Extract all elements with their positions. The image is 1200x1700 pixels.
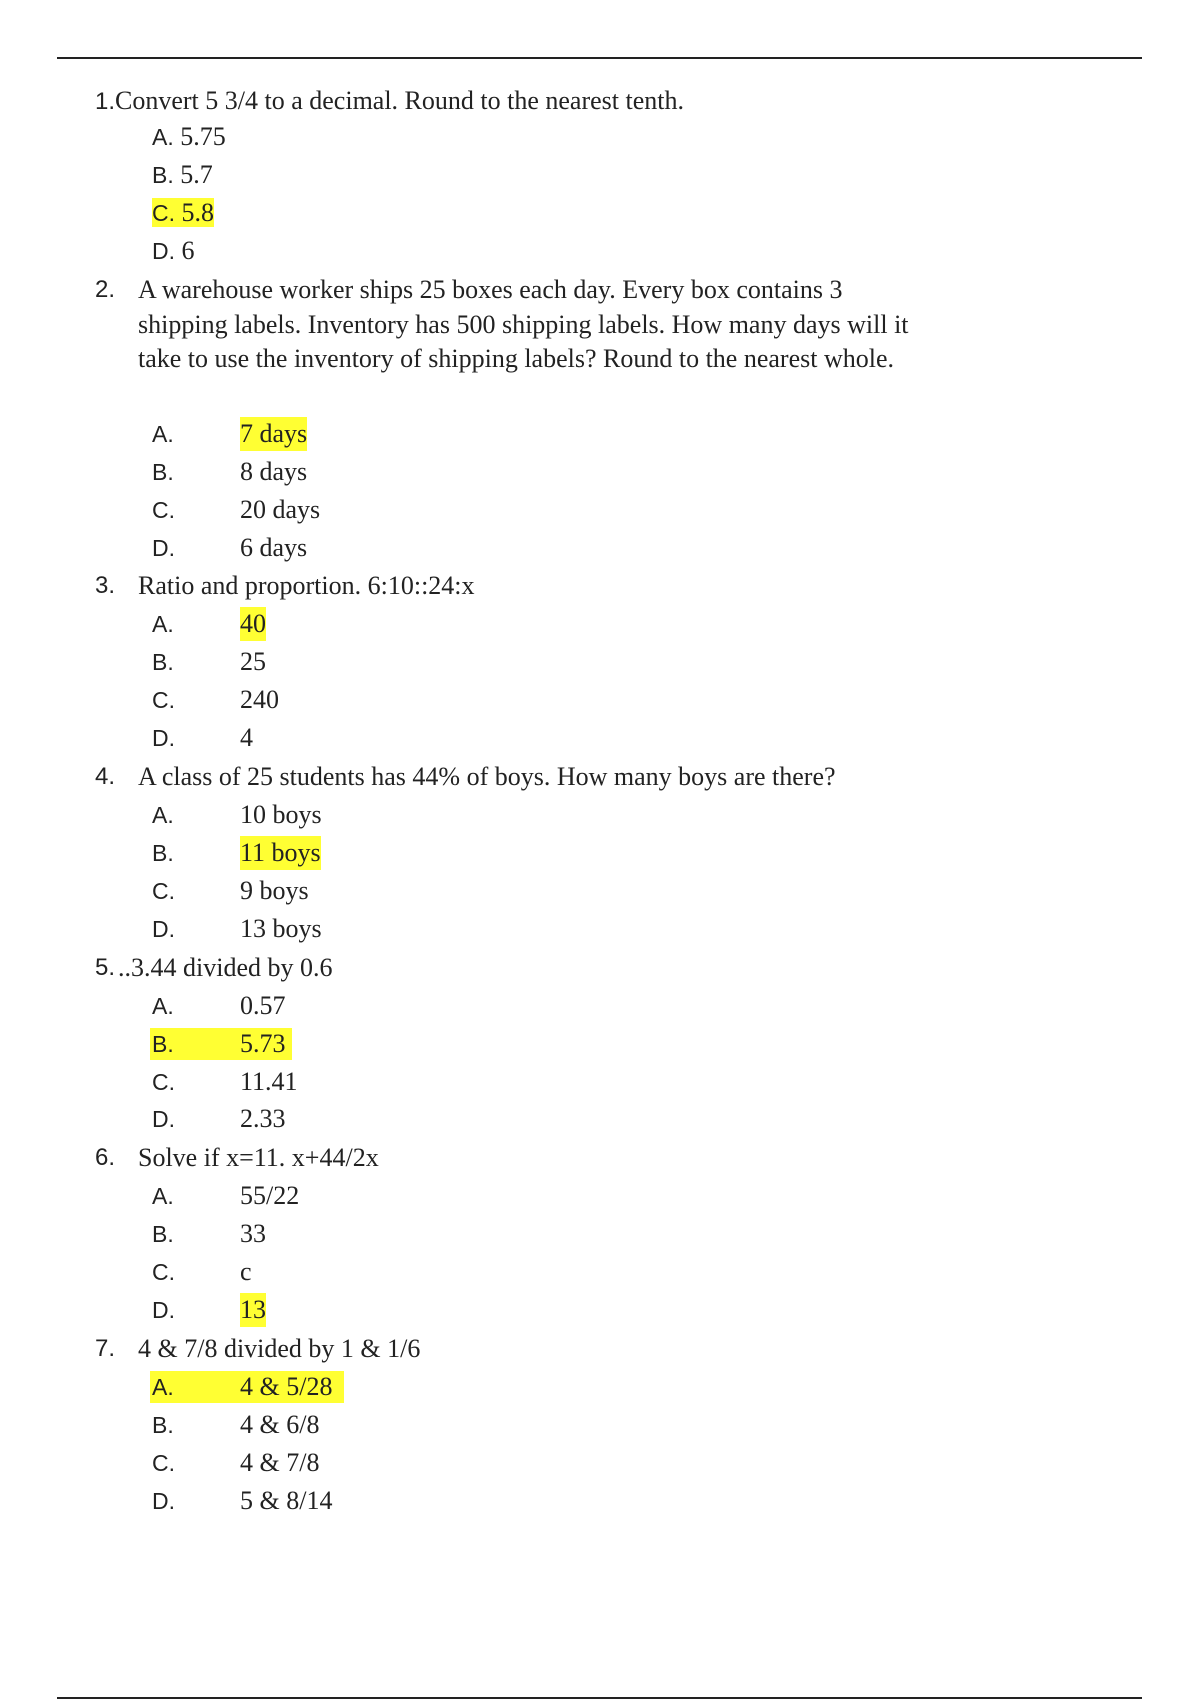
option-letter: A. (152, 611, 174, 637)
option-text: 55/22 (240, 1181, 300, 1210)
option-letter: B. (152, 1221, 174, 1247)
option-text: 5.73 (240, 1029, 286, 1058)
option-1a (152, 120, 226, 154)
option-text: 5 & 8/14 (240, 1486, 333, 1515)
option-text: 13 (240, 1293, 266, 1327)
option-letter: A. (152, 1183, 174, 1209)
option-letter: A. (152, 421, 174, 447)
question-number: 1. (95, 88, 116, 115)
option-letter: D. (152, 535, 175, 561)
option-text: 5.7 (180, 160, 213, 189)
option-letter: A. (152, 124, 174, 150)
option-letter: D. (152, 1106, 175, 1132)
option-letter: C. (152, 878, 175, 904)
option-letter: B. (152, 1031, 174, 1057)
option-text: 9 boys (240, 876, 309, 905)
option-text: 4 & 6/8 (240, 1410, 320, 1439)
option-text: 10 boys (240, 800, 322, 829)
option-text: 5.8 (181, 198, 214, 227)
option-letter: C. (152, 1069, 175, 1095)
question-text: ..3.44 divided by 0.6 (118, 953, 333, 982)
option-text: 6 days (240, 533, 308, 562)
question-number: 2. (95, 276, 116, 303)
option-letter: C. (152, 200, 175, 226)
option-text: c (240, 1257, 252, 1286)
option-letter: B. (152, 840, 174, 866)
question-number: 7. (95, 1335, 116, 1362)
option-text: 2.33 (240, 1104, 286, 1133)
top-rule (57, 57, 1142, 59)
option-text: 4 (240, 723, 253, 752)
question-text: Ratio and proportion. 6:10::24:x (138, 571, 475, 600)
question-text: 4 & 7/8 divided by 1 & 1/6 (138, 1334, 421, 1363)
option-text: 240 (240, 685, 279, 714)
option-1d (152, 234, 195, 268)
option-letter: C. (152, 1259, 175, 1285)
option-text: 8 days (240, 457, 308, 486)
question-text: Solve if x=11. x+44/2x (138, 1143, 379, 1172)
option-letter: C. (152, 497, 175, 523)
option-text: 40 (240, 607, 266, 641)
question-number: 5. (95, 954, 116, 981)
option-letter: C. (152, 687, 175, 713)
option-letter: D. (152, 725, 175, 751)
question-text: A warehouse worker ships 25 boxes each day. Every box contains 3 shipping labels. Inventory has 500 shipping labels. How many days will it take to use the inventory of shipping labels? Round to the nearest whole. (138, 275, 909, 373)
bottom-rule (57, 1697, 1142, 1699)
option-letter: B. (152, 459, 174, 485)
option-text: 11 boys (240, 836, 321, 870)
option-letter: D. (152, 1488, 175, 1514)
question-number: 3. (95, 572, 116, 599)
option-1b (152, 158, 213, 192)
option-text: 25 (240, 647, 266, 676)
option-text: 7 days (240, 417, 307, 451)
option-letter: B. (152, 1412, 174, 1438)
option-letter: A. (152, 993, 174, 1019)
option-text: 5.75 (180, 122, 226, 151)
option-text: 13 boys (240, 914, 322, 943)
option-letter: D. (152, 1297, 175, 1323)
option-text: 11.41 (240, 1067, 298, 1096)
option-text: 4 & 5/28 (240, 1372, 333, 1401)
option-text: 33 (240, 1219, 266, 1248)
option-1c (152, 196, 214, 230)
option-letter: D. (152, 916, 175, 942)
question-1 (95, 84, 975, 119)
option-text: 0.57 (240, 991, 286, 1020)
option-text: 20 days (240, 495, 321, 524)
question-text: Convert 5 3/4 to a decimal. Round to the nearest tenth. (115, 86, 684, 115)
option-letter: B. (152, 162, 174, 188)
option-letter: A. (152, 1374, 174, 1400)
question-number: 6. (95, 1144, 116, 1171)
option-letter: D. (152, 238, 175, 264)
option-letter: B. (152, 649, 174, 675)
option-text: 4 & 7/8 (240, 1448, 320, 1477)
question-text: A class of 25 students has 44% of boys. How many boys are there? (138, 762, 836, 791)
question-number: 4. (95, 763, 116, 790)
option-letter: C. (152, 1450, 175, 1476)
option-letter: A. (152, 802, 174, 828)
option-text: 6 (181, 236, 195, 265)
